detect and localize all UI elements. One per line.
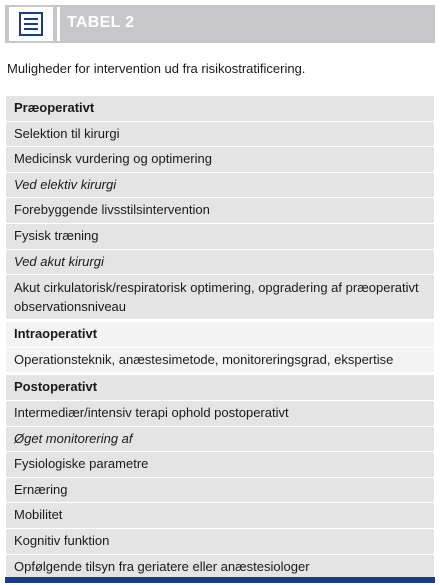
table-row: Forebyggende livsstilsintervention: [6, 198, 434, 224]
section-heading: Præoperativt: [6, 96, 434, 122]
table-row: Mobilitet: [6, 503, 434, 529]
table-row: Akut cirkulatorisk/respiratorisk optimering, opgradering af præoperativt observationsniveau: [6, 275, 434, 320]
table-row: Fysisk træning: [6, 224, 434, 250]
section-heading: Postoperativt: [6, 375, 434, 401]
table-icon-box: [9, 7, 53, 41]
table-row: Opfølgende tilsyn fra geriatere eller anæstesiologer: [6, 555, 434, 581]
table-row: Medicinsk vurdering og optimering: [6, 147, 434, 173]
section-postoperative: [6, 375, 434, 582]
table-title: TABEL 2: [67, 14, 135, 31]
table-caption: Muligheder for intervention ud fra risikostratificering.: [7, 61, 306, 76]
table-row: Kognitiv funktion: [6, 529, 434, 555]
header-divider: [57, 7, 60, 41]
table-row: Operationsteknik, anæstesimetode, monitoreringsgrad, ekspertise: [6, 348, 434, 374]
bottom-rule: [5, 577, 435, 583]
section-heading: Intraoperativt: [6, 322, 434, 348]
table-row: Fysiologiske parametre: [6, 452, 434, 478]
intervention-table: [6, 96, 434, 582]
table-document-icon: [19, 12, 43, 36]
table-subheading: Ved elektiv kirurgi: [6, 173, 434, 199]
section-intraoperative: [6, 322, 434, 375]
table-row: Selektion til kirurgi: [6, 122, 434, 148]
table-row: Intermediær/intensiv terapi ophold postoperativt: [6, 401, 434, 427]
table-header-bar: [5, 5, 435, 43]
table-row: Ernæring: [6, 478, 434, 504]
table-subheading: Øget monitorering af: [6, 427, 434, 453]
section-preoperative: [6, 96, 434, 322]
table-subheading: Ved akut kirurgi: [6, 250, 434, 276]
